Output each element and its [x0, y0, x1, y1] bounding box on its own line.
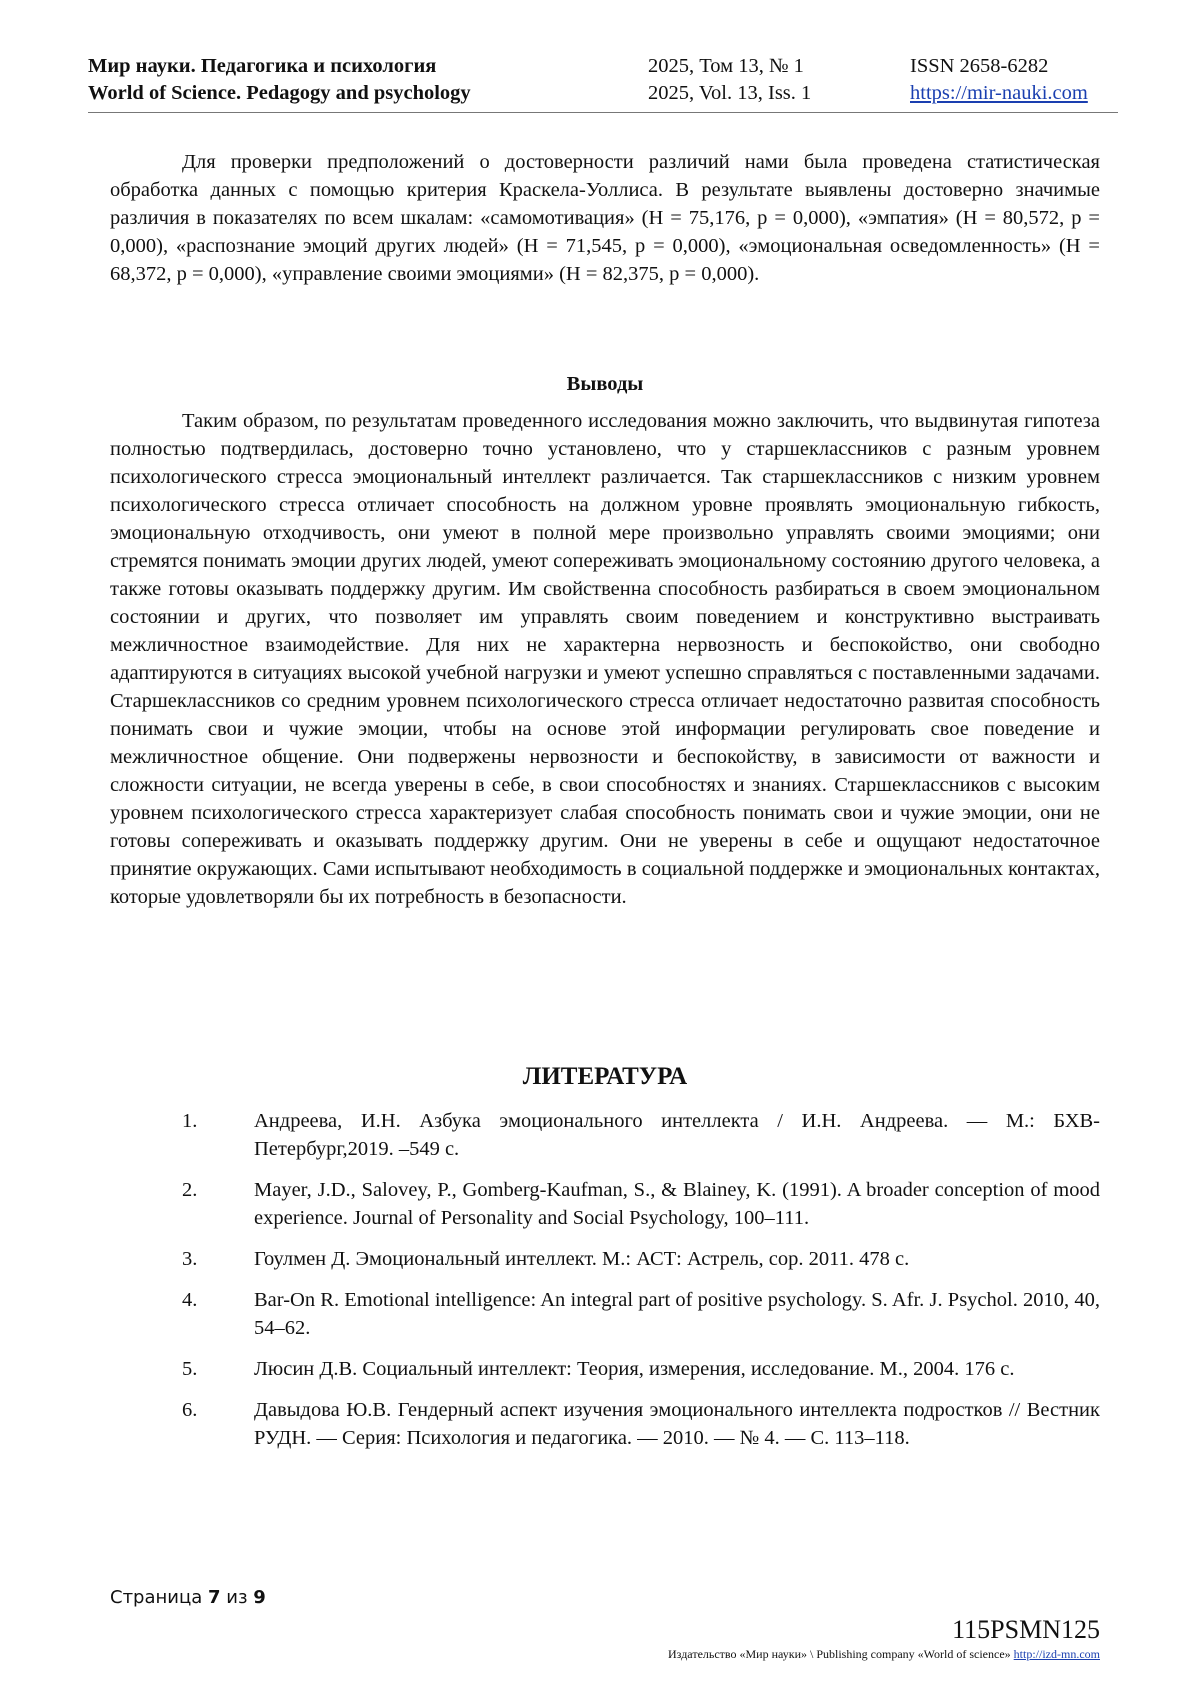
reference-text: Люсин Д.В. Социальный интеллект: Теория, измерения, исследование. М., 2004. 176 с. [254, 1358, 1015, 1380]
conclusions-heading: Выводы [566, 373, 644, 395]
literature-heading: ЛИТЕРАТУРА [522, 1063, 688, 1090]
reference-number: 3. [182, 1248, 198, 1270]
issn-block [910, 53, 1088, 107]
article-code: 115PSMN125 [952, 1615, 1100, 1644]
reference-item [110, 1245, 1100, 1273]
issn: ISSN 2658-6282 [910, 55, 1049, 77]
reference-list [110, 1107, 1100, 1465]
reference-number: 5. [182, 1358, 198, 1380]
publisher-line [668, 1647, 1100, 1662]
reference-item [110, 1286, 1100, 1342]
reference-item [110, 1355, 1100, 1383]
page-current: 7 [208, 1587, 221, 1608]
page-header [88, 50, 1118, 113]
reference-text: Bar-On R. Emotional intelligence: An integral part of positive psychology. S. Afr. J. Psychol. 2010, 40, 54–62. [254, 1289, 1100, 1339]
page-label: Страница [110, 1587, 203, 1608]
reference-number: 6. [182, 1399, 198, 1421]
paragraph-conclusions: Таким образом, по результатам проведенного исследования можно заключить, что выдвинутая гипотеза полностью подтвердилась, достоверно точно установлено, что у старшеклассников с разным уровнем психологического стресса эмоциональный интеллект различается. Так старшеклассников с низким уровнем психологического стресса отличает способность на должном уровне проявлять эмоциональную гибкость, эмоциональную отходчивость, они умеют в полной мере произвольно управлять своими эмоциями; они стремятся понимать эмоции других людей, умеют сопереживать эмоциональному состоянию другого человека, а также готовы оказывать поддержку другим. Им свойственна способность разбираться в своем эмоциональном состоянии и других, что позволяет им управлять своим поведением и конструктивно выстраивать межличностное взаимодействие. Для них не характерна нервозность и беспокойство, они свободно адаптируются в ситуациях высокой учебной нагрузки и умеют успешно справляться с поставленными задачами. Старшеклассников со средним уровнем психологического стресса отличает недостаточно развитая способность понимать свои и чужие эмоции, чтобы на основе этой информации регулировать свое поведение и межличностное общение. Они подвержены нервозности и беспокойству, в зависимости от важности и сложности ситуации, не всегда уверены в себе, в свои способностях и знаниях. Старшеклассников с высоким уровнем психологического стресса характеризует слабая способность понимать свои и чужие эмоции, они не готовы сопереживать и оказывать поддержку другим. Они не уверены в себе и ощущают недостаточное принятие окружающих. Сами испытывают необходимость в социальной поддержке и эмоциональных контактах, которые удовлетворяли бы их потребность в безопасности. [110, 410, 1100, 908]
publisher-url-link[interactable]: http://izd-mn.com [1013, 1647, 1100, 1661]
reference-text: Гоулмен Д. Эмоциональный интеллект. М.: АСТ: Астрель, сор. 2011. 478 с. [254, 1248, 910, 1270]
journal-title-ru: Мир науки. Педагогика и психология [88, 55, 437, 77]
reference-number: 2. [182, 1179, 198, 1201]
reference-number: 1. [182, 1110, 198, 1132]
paragraph-statistics: Для проверки предположений о достоверности различий нами была проведена статистическая обработка данных с помощью критерия Краскела-Уоллиса. В результате выявлены достоверно значимые различия в показателях по всем шкалам: «самомотивация» (H = 75,176, p = 0,000), «эмпатия» (H = 80,572, p = 0,000), «распознание эмоций других людей» (H = 71,545, p = 0,000), «эмоциональная осведомленность» (H = 68,372, p = 0,000), «управление своими эмоциями» (H = 82,375, p = 0,000). [110, 151, 1100, 285]
journal-url-link[interactable]: https://mir-nauki.com [910, 82, 1088, 104]
reference-item [110, 1176, 1100, 1232]
page-of: из [226, 1587, 248, 1608]
journal-title-block [88, 53, 471, 107]
issue-block [648, 53, 811, 107]
page-total: 9 [253, 1587, 266, 1608]
journal-title-en: World of Science. Pedagogy and psychology [88, 82, 471, 104]
page-number [110, 1587, 266, 1608]
reference-item [110, 1107, 1100, 1163]
reference-text: Mayer, J.D., Salovey, P., Gomberg-Kaufman, S., & Blainey, K. (1991). A broader conception of mood experience. Journal of Personality and Social Psychology, 100–111. [254, 1179, 1100, 1229]
reference-item [110, 1396, 1100, 1452]
reference-text: Давыдова Ю.В. Гендерный аспект изучения эмоционального интеллекта подростков // Вестник РУДН. — Серия: Психология и педагогика. — 2010. — № 4. — С. 113–118. [254, 1399, 1100, 1449]
reference-number: 4. [182, 1289, 198, 1311]
issue-ru: 2025, Том 13, № 1 [648, 55, 804, 77]
publisher-text: Издательство «Мир науки» \ Publishing company «World of science» [668, 1647, 1011, 1661]
issue-en: 2025, Vol. 13, Iss. 1 [648, 82, 812, 104]
reference-text: Андреева, И.Н. Азбука эмоционального интеллекта / И.Н. Андреева. — М.: БХВ-Петербург,2019. –549 с. [254, 1110, 1100, 1160]
